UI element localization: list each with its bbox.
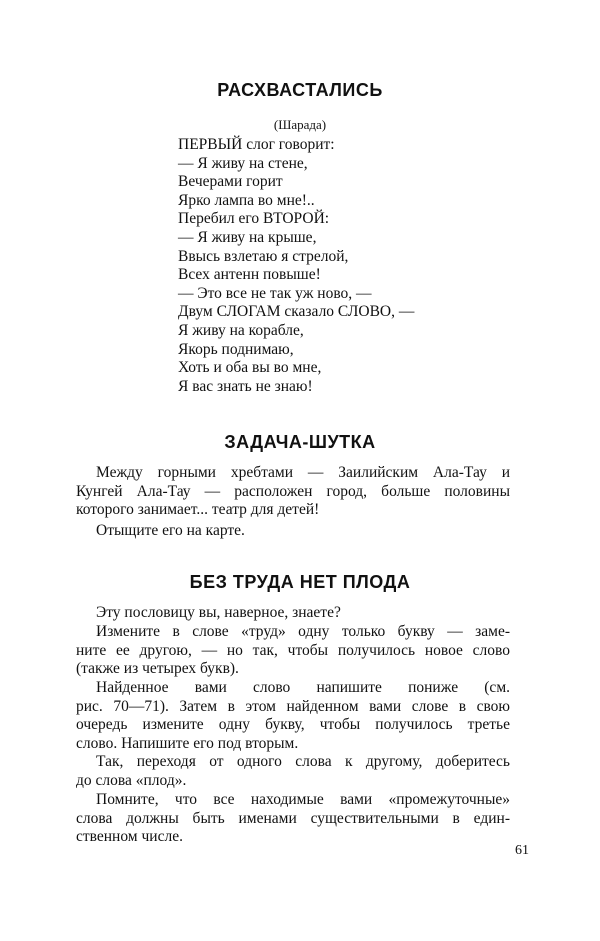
text-line: слова должны быть именами существительными в един- xyxy=(76,809,510,827)
text-line: до слова «плод». xyxy=(76,771,187,789)
text-line: (также из четырех букв). xyxy=(76,660,239,678)
poem-line: Ярко лампа во мне!.. xyxy=(178,191,315,209)
text-line: слово. Напишите его под вторым. xyxy=(76,734,299,752)
poem-line: ПЕРВЫЙ слог говорит: xyxy=(178,136,335,153)
poem-line: Двум СЛОГАМ сказало СЛОВО, — xyxy=(178,303,415,321)
poem-line: Ввысь взлетаю я стрелой, xyxy=(178,247,349,265)
text-line: ните ее другою, — но так, чтобы получилось новое слово xyxy=(76,641,510,659)
text-line: Отыщите его на карте. xyxy=(96,522,245,539)
poem-line: Всех антенн повыше! xyxy=(178,266,321,284)
paragraph xyxy=(96,604,510,623)
section-subtitle: (Шарада) xyxy=(273,117,327,132)
section-title-zadacha-shutka: ЗАДАЧА-ШУТКА xyxy=(224,432,376,452)
paragraph xyxy=(76,753,510,790)
text-line: Кунгей Ала-Тау — расположен город, больше половины xyxy=(76,482,510,500)
page-number: 61 xyxy=(515,843,529,858)
text-line: Найденное вами слово напишите пониже (см. xyxy=(96,679,510,696)
paragraph xyxy=(76,464,510,520)
poem-line: Я живу на корабле, xyxy=(178,321,304,339)
text-line: Помните, что все находимые вами «промежуточные» xyxy=(96,791,510,808)
text-line: очередь измените одну букву, чтобы получилось третье xyxy=(76,716,510,734)
text-line: Эту пословицу вы, наверное, знаете? xyxy=(96,604,341,621)
poem-line: Якорь поднимаю, xyxy=(178,340,294,358)
section-title-raskhvastalis: РАСХВАСТАЛИСЬ xyxy=(217,80,383,100)
poem-line: Я вас знать не знаю! xyxy=(178,377,313,395)
poem-line: Хоть и оба вы во мне, xyxy=(178,359,322,377)
paragraph xyxy=(96,522,510,541)
text-line: которого занимает... театр для детей! xyxy=(76,501,320,519)
text-line: Измените в слове «труд» одну только букву — заме- xyxy=(96,623,510,640)
poem-line: — Я живу на крыше, xyxy=(178,228,317,246)
section-title-bez-truda: БЕЗ ТРУДА НЕТ ПЛОДА xyxy=(189,572,411,592)
poem-line: — Это все не так уж ново, — xyxy=(178,284,372,302)
poem-line: Перебил его ВТОРОЙ: xyxy=(178,210,330,228)
text-line: Так, переходя от одного слова к другому, доберитесь xyxy=(96,753,510,770)
poem xyxy=(178,136,538,396)
text-line: ственном числе. xyxy=(76,828,183,846)
text-line: Между горными хребтами — Заилийским Ала-Тау и xyxy=(96,464,510,481)
paragraph xyxy=(76,623,510,679)
paragraph xyxy=(76,791,510,847)
paragraph xyxy=(76,679,510,753)
poem-line: — Я живу на стене, xyxy=(178,154,308,172)
poem-line: Вечерами горит xyxy=(178,173,283,191)
text-line: рис. 70—71). Затем в этом найденном вами слове в свою xyxy=(76,697,510,715)
